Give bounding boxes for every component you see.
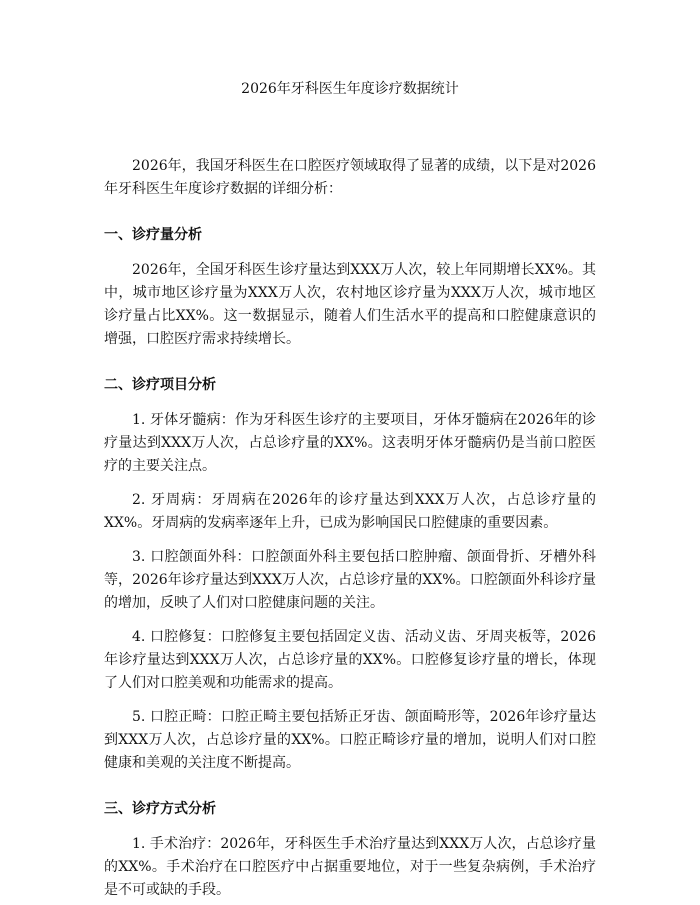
intro-paragraph: 2026年，我国牙科医生在口腔医疗领域取得了显著的成绩，以下是对2026年牙科医生年度诊疗数据的详细分析：	[104, 158, 596, 197]
paragraph-item-orthodontics: 5. 口腔正畸：口腔正畸主要包括矫正牙齿、颌面畸形等，2026年诊疗量达到XXX万人次，占总诊疗量的XX%。口腔正畸诊疗量的增加，说明人们对口腔健康和美观的关注度不断提高。	[104, 709, 596, 771]
section-heading-methods: 三、诊疗方式分析	[104, 801, 216, 817]
paragraph-item-periodontal: 2. 牙周病：牙周病在2026年的诊疗量达到XXX万人次，占总诊疗量的XX%。牙周病的发病率逐年上升，已成为影响国民口腔健康的重要因素。	[104, 492, 596, 531]
paragraph-item-endodontics: 1. 牙体牙髓病：作为牙科医生诊疗的主要项目，牙体牙髓病在2026年的诊疗量达到XXX万人次，占总诊疗量的XX%。这表明牙体牙髓病仍是当前口腔医疗的主要关注点。	[104, 412, 596, 474]
paragraph-method-surgery: 1. 手术治疗：2026年，牙科医生手术治疗量达到XXX万人次，占总诊疗量的XX%。手术治疗在口腔医疗中占据重要地位，对于一些复杂病例，手术治疗是不可或缺的手段。	[104, 836, 596, 898]
paragraph-item-maxillofacial: 3. 口腔颌面外科：口腔颌面外科主要包括口腔肿瘤、颌面骨折、牙槽外科等，2026年诊疗量达到XXX万人次，占总诊疗量的XX%。口腔颌面外科诊疗量的增加，反映了人们对口腔健康问题的关注。	[104, 549, 596, 611]
paragraph-volume-analysis: 2026年，全国牙科医生诊疗量达到XXX万人次，较上年同期增长XX%。其中，城市地区诊疗量为XXX万人次，农村地区诊疗量为XXX万人次，城市地区诊疗量占比XX%。这一数据显示，随着人们生活水平的提高和口腔健康意识的增强，口腔医疗需求持续增长。	[104, 262, 596, 347]
section-heading-items: 二、诊疗项目分析	[104, 377, 216, 393]
paragraph-item-prosthodontics: 4. 口腔修复：口腔修复主要包括固定义齿、活动义齿、牙周夹板等，2026年诊疗量达到XXX万人次，占总诊疗量的XX%。口腔修复诊疗量的增长，体现了人们对口腔美观和功能需求的提高。	[104, 629, 596, 691]
document-title: 2026年牙科医生年度诊疗数据统计	[241, 81, 459, 97]
section-heading-volume: 一、诊疗量分析	[104, 227, 202, 243]
